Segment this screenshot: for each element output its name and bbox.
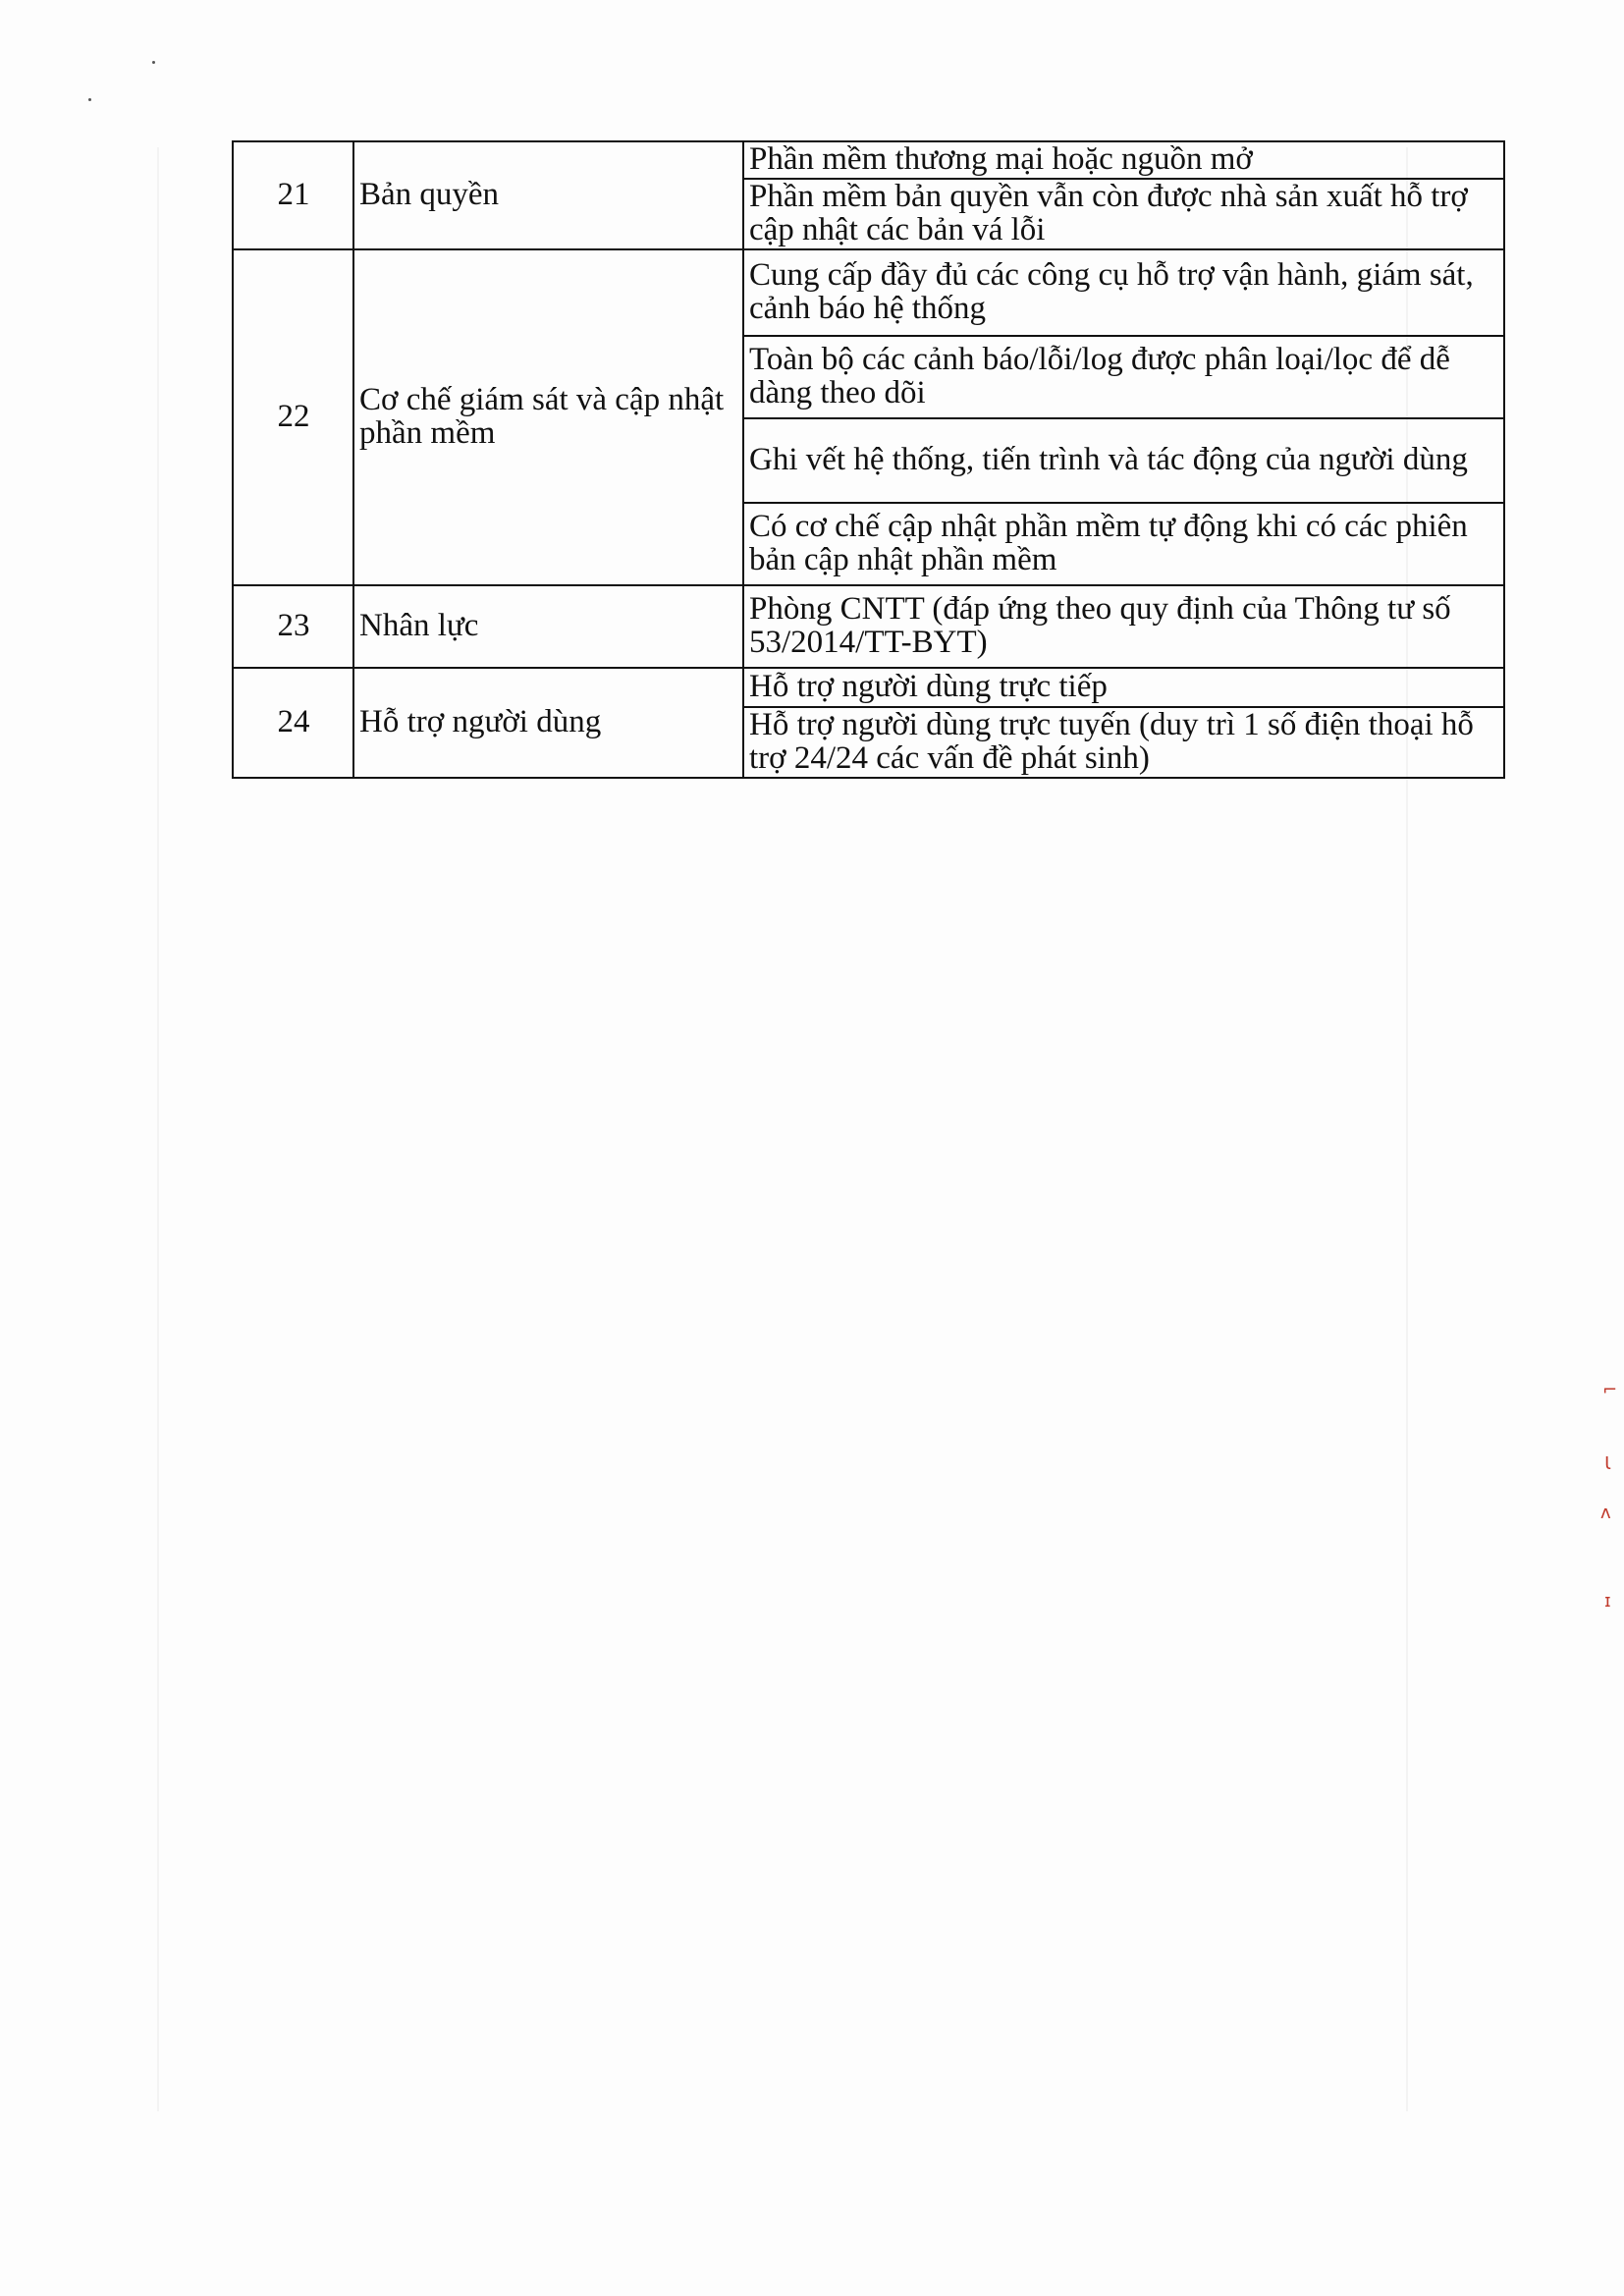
table-row bbox=[233, 585, 1504, 668]
margin-stamp-mark: ʌ bbox=[1600, 1503, 1611, 1523]
criterion-name: Cơ chế giám sát và cập nhật phần mềm bbox=[353, 249, 743, 585]
row-number: 23 bbox=[233, 585, 353, 668]
margin-stamp-mark: Ɩ bbox=[1604, 1453, 1611, 1474]
row-number: 22 bbox=[233, 249, 353, 585]
table-row bbox=[233, 668, 1504, 707]
scan-speck bbox=[88, 98, 91, 101]
requirement-cell: Phần mềm bản quyền vẫn còn được nhà sản xuất hỗ trợ cập nhật các bản vá lỗi bbox=[743, 179, 1504, 249]
table-row bbox=[233, 141, 1504, 179]
requirement-cell: Hỗ trợ người dùng trực tiếp bbox=[743, 668, 1504, 707]
scan-speck bbox=[152, 61, 155, 64]
requirement-cell: Toàn bộ các cảnh báo/lỗi/log được phân loại/lọc để dễ dàng theo dõi bbox=[743, 336, 1504, 418]
requirement-cell: Ghi vết hệ thống, tiến trình và tác động của người dùng bbox=[743, 418, 1504, 503]
row-number: 21 bbox=[233, 141, 353, 249]
requirement-cell: Hỗ trợ người dùng trực tuyến (duy trì 1 số điện thoại hỗ trợ 24/24 các vấn đề phát sinh) bbox=[743, 707, 1504, 778]
requirement-cell: Cung cấp đầy đủ các công cụ hỗ trợ vận hành, giám sát, cảnh báo hệ thống bbox=[743, 249, 1504, 336]
requirement-cell: Phần mềm thương mại hoặc nguồn mở bbox=[743, 141, 1504, 179]
table-row bbox=[233, 249, 1504, 336]
criterion-name: Bản quyền bbox=[353, 141, 743, 249]
requirement-cell: Có cơ chế cập nhật phần mềm tự động khi có các phiên bản cập nhật phần mềm bbox=[743, 503, 1504, 585]
margin-stamp-mark: ⌐ bbox=[1602, 1380, 1618, 1400]
requirement-cell: Phòng CNTT (đáp ứng theo quy định của Thông tư số 53/2014/TT-BYT) bbox=[743, 585, 1504, 668]
margin-stamp-mark: ɪ bbox=[1604, 1591, 1611, 1612]
criterion-name: Nhân lực bbox=[353, 585, 743, 668]
row-number: 24 bbox=[233, 668, 353, 778]
criterion-name: Hỗ trợ người dùng bbox=[353, 668, 743, 778]
specification-table bbox=[232, 140, 1505, 779]
